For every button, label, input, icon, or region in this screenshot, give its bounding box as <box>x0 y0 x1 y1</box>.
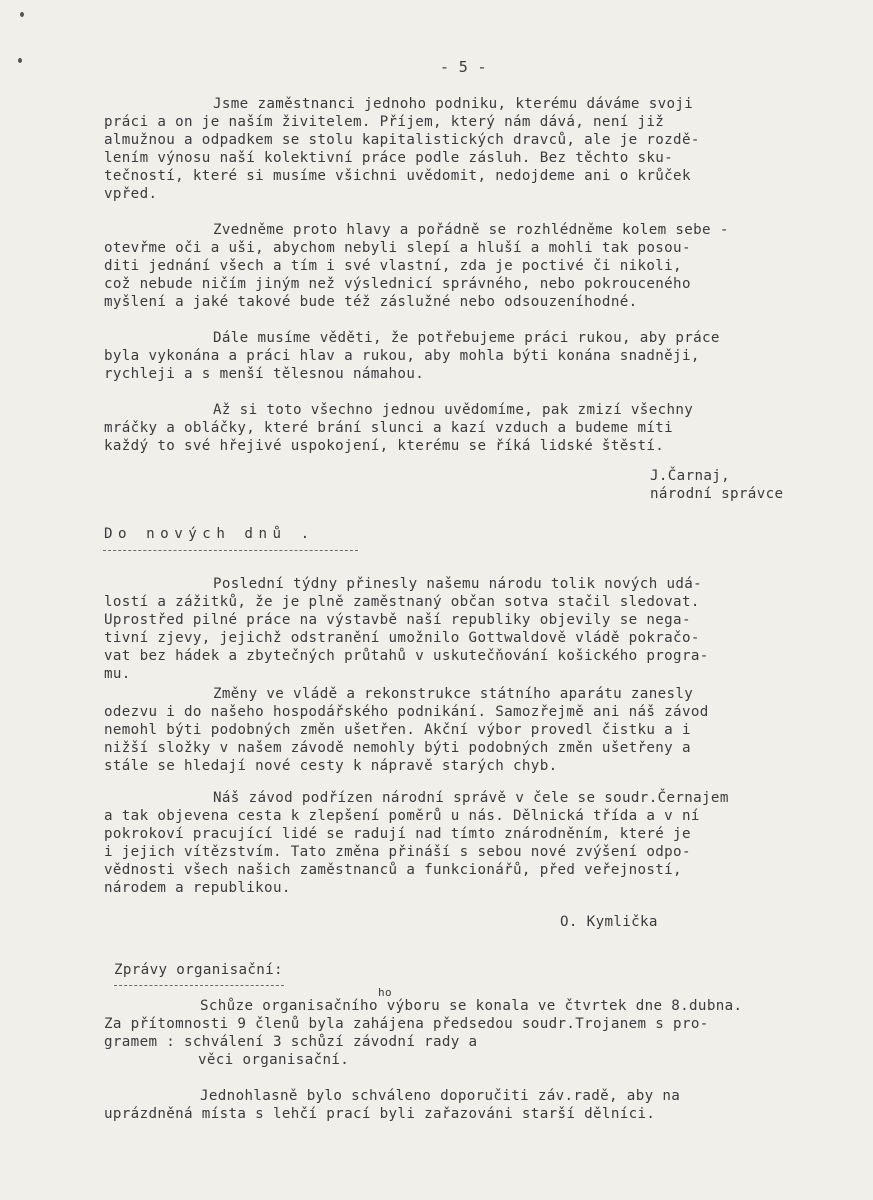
section-heading: Zprávy organisační: <box>114 962 283 978</box>
text-line: Jednohlasně bylo schváleno doporučiti záv.radě, aby na <box>200 1088 681 1104</box>
text-line: práci a on je naším živitelem. Příjem, který nám dává, není již <box>104 114 665 130</box>
handwritten-insert: ho <box>378 986 392 999</box>
text-line: uprázdněná místa s lehčí prací byli zařazováni starší dělníci. <box>104 1106 656 1122</box>
text-line: nižší složky v našem závodě nemohly býti podobných změn ušetřeny a <box>104 740 691 756</box>
text-line: vpřed. <box>104 186 158 202</box>
text-line: myšlení a jaké takové bude též záslužné nebo odsouzeníhodné. <box>104 294 638 310</box>
page-number: - 5 - <box>440 58 487 76</box>
text-line: Zvedněme proto hlavy a pořádně se rozhlédněme kolem sebe - <box>213 222 729 238</box>
signature-title: národní správce <box>650 486 784 502</box>
text-line: mu. <box>104 666 131 682</box>
signature-name: J.Čarnaj, <box>650 468 731 484</box>
text-line: věci organisační. <box>198 1052 350 1068</box>
text-line: diti jednání všech a tím i své vlastní, zda je poctivé či nikoli, <box>104 258 682 274</box>
punch-hole-mark <box>18 58 22 63</box>
text-line: stále se hledají nové cesty k nápravě starých chyb. <box>104 758 558 774</box>
text-line: otevřme oči a uši, abychom nebyli slepí a hluší a mohli tak posou- <box>104 240 691 256</box>
text-line: byla vykonána a práci hlav a rukou, aby mohla býti konána snadněji, <box>104 348 700 364</box>
text-line: odezvu i do našeho hospodářského podnikání. Samozřejmě ani náš závod <box>104 704 709 720</box>
text-line: tečností, které si musíme všichni uvědomit, nedojdeme ani o krůček <box>104 168 691 184</box>
text-line: rychleji a s menší tělesnou námahou. <box>104 366 425 382</box>
text-line: Poslední týdny přinesly našemu národu tolik nových udá- <box>213 576 703 592</box>
text-line: Uprostřed pilné práce na výstavbě naší republiky objevily se nega- <box>104 612 691 628</box>
text-line: lením výnosu naší kolektivní práce podle zásluh. Bez těchto sku- <box>104 150 674 166</box>
heading-underline <box>114 985 284 986</box>
text-line: Schůze organisačního výboru se konala ve čtvrtek dne 8.dubna. <box>200 998 743 1014</box>
text-line: Dále musíme věděti, že potřebujeme práci rukou, aby práce <box>213 330 720 346</box>
text-line: Změny ve vládě a rekonstrukce státního aparátu zanesly <box>213 686 694 702</box>
text-line: vědnosti všech našich zaměstnanců a funkcionářů, před veřejností, <box>104 862 682 878</box>
text-line: a tak objevena cesta k zlepšení poměrů u nás. Dělnická třída a v ní <box>104 808 700 824</box>
text-line: lostí a zážitků, že je plně zaměstnaný občan sotva stačil sledovat. <box>104 594 700 610</box>
punch-hole-mark <box>20 12 24 17</box>
section-heading: Do nových dnů . <box>104 526 315 542</box>
text-line: Náš závod podřízen národní správě v čele se soudr.Černajem <box>213 790 729 806</box>
text-line: mráčky a obláčky, které brání slunci a kazí vzduch a budeme míti <box>104 420 674 436</box>
text-line: Až si toto všechno jednou uvědomíme, pak zmizí všechny <box>213 402 694 418</box>
text-line: pokrokoví pracující lidé se radují nad tímto znárodněním, které je <box>104 826 691 842</box>
text-line: gramem : schválení 3 schůzí závodní rady a <box>104 1034 478 1050</box>
text-line: nemohl býti podobných změn ušetřen. Akční výbor provedl čistku a i <box>104 722 691 738</box>
text-line: i jejich vítězstvím. Tato změna přináší s sebou nové zvýšení odpo- <box>104 844 691 860</box>
text-line: almužnou a odpadkem se stolu kapitalistických dravců, ale je rozdě- <box>104 132 700 148</box>
text-line: vat bez hádek a zbytečných průtahů v uskutečňování košického progra- <box>104 648 709 664</box>
heading-underline <box>103 550 358 551</box>
text-line: což nebude ničím jiným než výslednicí správného, nebo pokrouceného <box>104 276 691 292</box>
signature-name: O. Kymlička <box>560 914 658 930</box>
text-line: Jsme zaměstnanci jednoho podniku, kterému dáváme svoji <box>213 96 694 112</box>
text-line: tivní zjevy, jejichž odstranění umožnilo Gottwaldově vládě pokračo- <box>104 630 700 646</box>
text-line: každý to své hřejivé uspokojení, kterému se říká lidské štěstí. <box>104 438 665 454</box>
text-line: národem a republikou. <box>104 880 291 896</box>
text-line: Za přítomnosti 9 členů byla zahájena předsedou soudr.Trojanem s pro- <box>104 1016 709 1032</box>
